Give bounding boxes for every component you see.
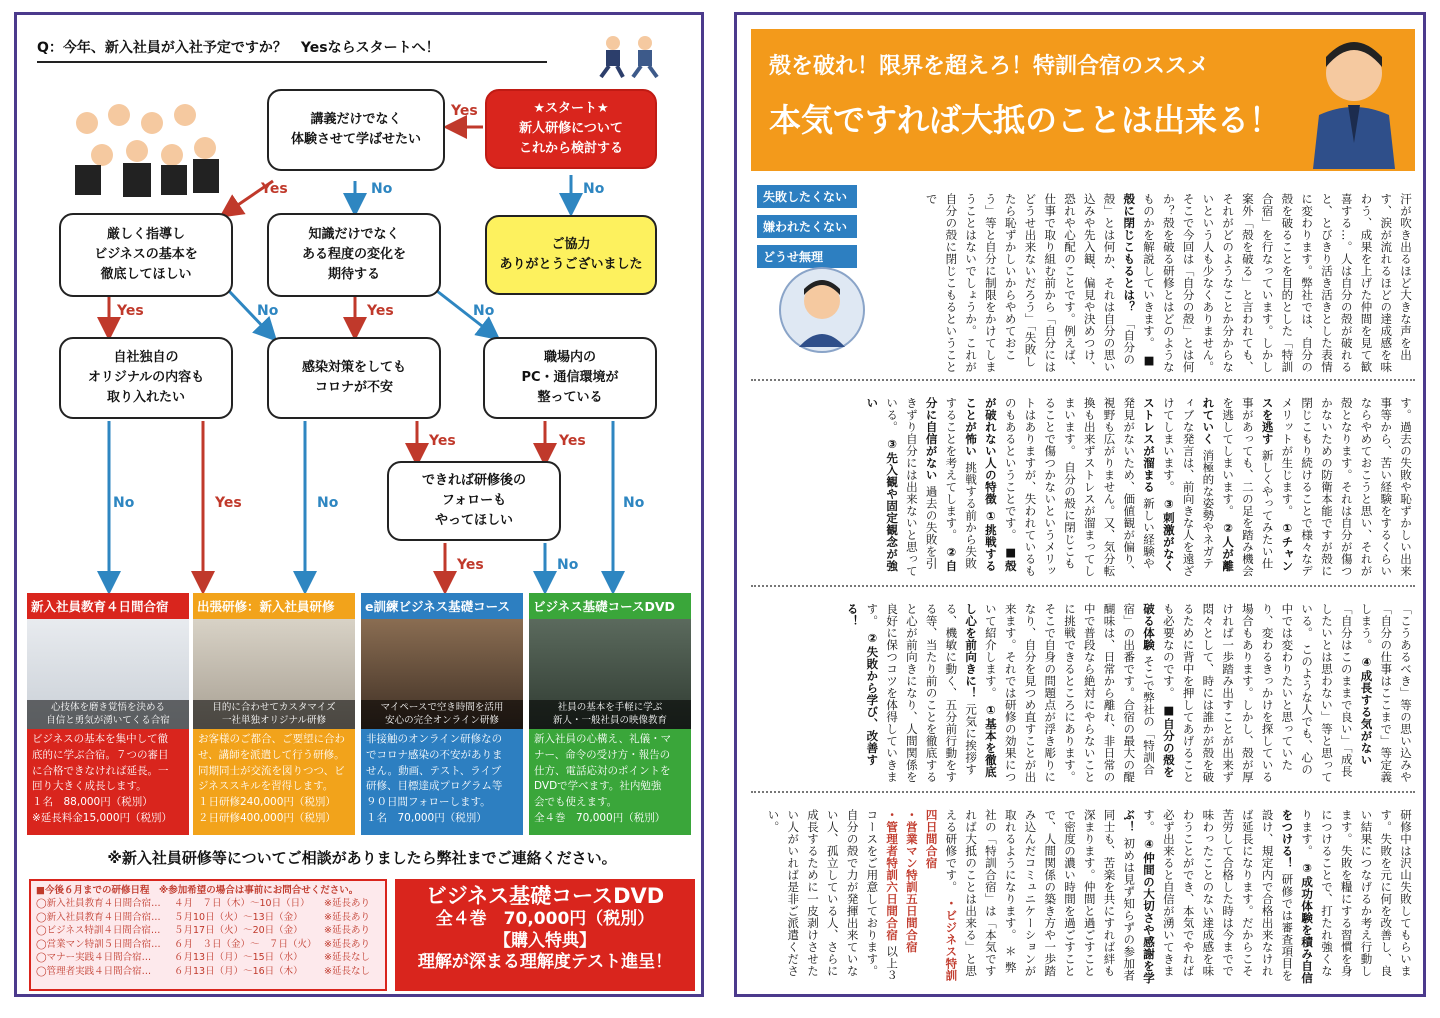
no-label: No: [583, 181, 605, 197]
article-text: 新しくやってみたい仕事があっても、二の足を踏み機会を逃してしまいます。: [1221, 397, 1275, 577]
product-description: お客様のご都合、ご要望に合わ せ、講師を派遣して行う研修。 同期同士が交流を図りつつ、ビ ジネススキルを習得します。 １日研修240,000円（税別） ２日研修400,000円（税別）: [198, 733, 345, 824]
article-heading: ■殻に閉じこもるとは？: [1122, 193, 1157, 368]
training-photo: [529, 619, 691, 729]
training-photo: [193, 619, 355, 729]
no-label: No: [557, 557, 579, 573]
no-label: No: [371, 181, 393, 197]
section-divider: [751, 379, 1415, 381]
article-text: す。過去の失敗や恥ずかしい出来事等から、苦い経験をするくらいならやめておこうと思い、それが殻となります。それは自分が傷つかないための防衛本能ですが殻に閉じこもり続けることで様々なデメリットが生じます。: [1280, 397, 1413, 577]
article-subheading: ①挑戦することが怖い: [964, 397, 998, 572]
article-text: 挑戦する前から失敗することを考えてします。: [944, 397, 979, 570]
worry-tag: どうせ無理: [757, 245, 857, 268]
article-text: 自分の殻に閉じこもることで傷つかないというメリットはありますが、失われているものもあるということです。: [1003, 397, 1077, 577]
section-divider: [751, 791, 1415, 793]
product-title: 出張研修：新入社員研修: [197, 599, 335, 614]
no-label: No: [257, 303, 279, 319]
photo-caption: 目的に合わせてカスタマイズ 一社単独オリジナル研修: [193, 700, 355, 729]
article-page: [734, 12, 1426, 997]
end-box: ご協力 ありがとうございました: [485, 215, 657, 295]
banner-subtitle: 殻を破れ！限界を超えろ！特訓合宿のススメ: [769, 54, 1210, 79]
schedule-row: ◯新入社員教育４日間合宿… ５月10日（火）〜13日（金） ※延長あり: [36, 911, 370, 923]
article-text: 汗が吹き出るほど大きな声を出す、涙が流れるほどの達成感を味わう、成果を上げた仲間を見て歓喜する…。人は自分の殻が破れると、とびきり活き活きとした表情に変わります。弊社では、自分の殻を破ることを目的とした「特訓合宿」を行なっています。しかし案外「殻を破る」と言われても、それがどのようなことか分からないという人も少なくありません。そこで今回は「自分の殻」とは何か？殻を破る研修とはどのようなものかを解説していきます。: [1142, 193, 1413, 373]
article-text: 「こうあるべき」等の思い込みや「自分の仕事はここまで」等定義しまう。: [1359, 603, 1413, 783]
banner-title: 本気ですれば大抵のことは出来る！: [769, 101, 1282, 139]
article-text: 元気に挨拶する、機敏に動く、五分前行動をする等、当たり前のことを徹底すると心が前向きになり、人間関係を良好に保つコツを体得していきます。: [865, 603, 979, 783]
article-text: 「自分はこのままで良い」「成長したいとは思わない」等と思っている。: [1300, 603, 1354, 783]
yes-label: Yes: [117, 303, 144, 319]
article-subheading: ④仲間の大切さや感謝を学ぶ！: [1122, 809, 1157, 984]
question-box-pc: 職場内の PC・通信環境が 整っている: [483, 337, 657, 419]
yes-label: Yes: [261, 181, 288, 197]
article-text: 研修では審査項目を設け、規定内で合格出来なければ延長になります。だからこそ苦労して合格した時は今までで味わったことのない達成感を味わうことができ、本気でやれば必ず出来ると自信が湧いてきます。: [1142, 809, 1295, 982]
dvd-gift: 理解が深まる理解度テスト進呈！: [417, 951, 673, 972]
schedule-row: ◯新入社員教育４日間合宿… ４月 ７日（木）〜10日（日） ※延長あり: [36, 898, 370, 910]
article-text: 研修中は沢山失敗してもらいます。失敗を元に何を改善し、良い結果につなげるか考え行動します。失敗を糧にする習慣を身につけることで、打たれ強くなります。: [1300, 809, 1413, 977]
question-box-original: 自社独自の オリジナルの内容も 取り入れたい: [59, 337, 233, 419]
training-photo: [27, 619, 189, 729]
yes-label: Yes: [367, 303, 394, 319]
yes-label: Yes: [215, 495, 242, 511]
product-card[interactable]: [529, 593, 691, 835]
product-card[interactable]: [193, 593, 355, 835]
schedule-row: ◯ビジネス特訓４日間合宿… ５月17日（火）〜20日（金） ※延長あり: [36, 925, 370, 937]
product-title: 新入社員教育４日間合宿: [31, 599, 169, 614]
schedule-header: ■今後６月までの研修日程 ※参加希望の場合は事前にお問合せください。: [36, 885, 359, 896]
article-text: 初めは見ず知らずの参加者同士も、苦楽を共にすれば絆も深まります。仲間と過ごすことで密度の濃い時間を過ごすことで、人間関係の築き方や一歩踏み込んだコミュニケーションが取れるようになります。: [1003, 809, 1137, 982]
product-description: 非接触のオンライン研修なの でコロナ感染の不安がありま せん。動画、テスト、ライブ 研修、目標達成プログラム等 ９０日間フォローします。 １名 70,000円（税別）: [366, 733, 503, 824]
worry-tag: 失敗したくない: [757, 185, 857, 208]
article-text: そこで弊社の「特訓合宿」の出番です。合宿の最大の醍醐味は、日常から離れ、非日常の中で普段なら絶対にやらないことに挑戦できるところにあります。そこで自身の問題点が浮き彫りになり、自分を見つめ直すことが出来ます。それでは研修の効果について紹介します。: [983, 603, 1157, 783]
schedule-row: ◯マナー実践４日間合宿… ６月13日（月）〜15日（水） ※延長なし: [36, 952, 370, 964]
article-column-4: [757, 809, 1415, 985]
contact-notice: ※新入社員研修等についてご相談がありましたら弊社までご連絡ください。: [107, 849, 617, 867]
product-description: 新入社員の心構え、礼儀・マ ナー、命令の受け方・報告の 仕方、電話応対のポイントを DVDで学べます。社内勉強 会でも使えます。 全４巻 70,000円（税別）: [534, 733, 672, 824]
question-heading: Q：今年、新入社員が入社予定ですか？ Yesならスタートへ！: [37, 37, 547, 63]
yes-label: Yes: [559, 433, 586, 449]
article-heading: ■自分の殻を破る体験: [1142, 603, 1176, 778]
article-subheading: ①チャンスを逃す: [1260, 397, 1295, 572]
article-subheading: ③先入観や固定観念が強い: [865, 397, 900, 572]
troubled-person-illustration: [777, 265, 867, 355]
product-description: ビジネスの基本を集中して徹 底的に学ぶ合宿。７つの審目 に合格できなければ延長。一 回り大きく成長します。 １名 88,000円（税別） ※延長料金15,000円（税別）: [32, 733, 173, 824]
product-card[interactable]: [27, 593, 189, 835]
schedule-row: ◯営業マン特訓５日間合宿… ６月 ３日（金）〜 ７日（火） ※延長あり: [36, 938, 370, 950]
yes-label: Yes: [451, 103, 478, 119]
dvd-price: 全４巻 70,000円（税別）: [435, 909, 655, 930]
article-subheading: ②人が離れていく: [1201, 397, 1236, 572]
flowchart-page: [14, 12, 704, 997]
schedule-row: ◯管理者実践４日間合宿… ６月13日（月）〜16日（木） ※延長なし: [36, 965, 370, 977]
photo-caption: 心技体を磨き覚悟を決める 自信と勇気が湧いてくる合宿: [27, 700, 189, 729]
section-divider: [751, 585, 1415, 587]
question-box-covid: 感染対策をしても コロナが不安: [267, 337, 441, 419]
no-label: No: [623, 495, 645, 511]
article-text: 過去の失敗を引きずり自分には出来ないと思っている。: [885, 397, 939, 577]
start-box: ★スタート★ 新人研修について これから検討する: [485, 89, 657, 169]
article-subheading: ③成功体験を積み自信をつける！: [1280, 809, 1315, 984]
training-photo: [361, 619, 523, 729]
article-subheading: ②失敗から学び、改善する！: [845, 603, 880, 766]
article-text: 消極的な姿勢やネガティブな発言は、前向きな人を遠ざけてしまいます。: [1161, 397, 1216, 577]
article-subheading: ③刺激がなくストレスが溜まる: [1142, 397, 1176, 572]
no-label: No: [113, 495, 135, 511]
course-list: ・ビジネス特訓四日間合宿 ・営業マン特訓五日間合宿 ・管理者特訓六日間合宿: [885, 809, 959, 982]
article-subheading: ④成長する気がない: [1359, 655, 1374, 766]
question-box-followup: できれば研修後の フォローも やってほしい: [387, 461, 561, 541]
article-banner: [751, 29, 1415, 171]
article-column-2: [757, 397, 1415, 579]
yes-label: Yes: [429, 433, 456, 449]
product-title: e訓練ビジネス基礎コース: [365, 599, 510, 614]
article-column-1: [879, 193, 1415, 373]
worry-tag: 嫌われたくない: [757, 215, 857, 238]
article-text: 以上３コースをご用意しております。自分の殻で力が発揮出来ていない人、孤立している人、さらに成長するために一皮剥けさせたい人がいれば是非ご派遣ください。: [766, 809, 900, 982]
dvd-title: ビジネス基礎コースDVD: [425, 884, 665, 908]
photo-caption: 社員の基本を手軽に学ぶ 新人・一般社員の映像教育: [529, 700, 691, 729]
article-subheading: ②自分に自信がない: [924, 397, 959, 572]
yes-label: Yes: [457, 557, 484, 573]
photo-caption: マイペースで空き時間を活用 安心の完全オンライン研修: [361, 700, 523, 729]
question-box-experience: 講義だけでなく 体験させて学ばせたい: [267, 89, 445, 171]
worry-tags: [757, 185, 857, 275]
product-card[interactable]: [361, 593, 523, 835]
product-title: ビジネス基礎コースDVD: [533, 599, 675, 614]
dvd-promo-box[interactable]: [395, 879, 695, 991]
asterisk-separator: ＊: [1003, 945, 1018, 958]
article-text: 新しい経験や発見がないため、価値観が偏り、視野も広がりません。又、気分転換も出来ずストレスが溜まってしまいます。: [1062, 397, 1157, 577]
article-column-3: [757, 603, 1415, 785]
determined-businessman-illustration: [1299, 33, 1409, 169]
article-text: 弊社の「特訓合宿」は「本気ですれば大抵のことは出来る」と思える研修です。: [944, 809, 1018, 977]
question-box-strict: 厳しく指導し ビジネスの基本を 徹底してほしい: [59, 213, 233, 297]
dvd-bonus: 【購入特典】: [494, 930, 596, 951]
schedule-box: [29, 879, 387, 991]
no-label: No: [473, 303, 495, 319]
no-label: No: [317, 495, 339, 511]
article-heading: ■殻が破れない人の特徴: [983, 397, 1018, 572]
article-text: 「自分の殻」とは何か、それは自分の思い込みや先入観、偏見や決めつけ、恐れや心配のことです。例えば、仕事で取り組む前から「自分にはどうせ出来ないだろう」「失敗したら恥ずかしいからやめておこう」等と自分に制限をかけてしまうことはないでしょうか。これが自分の殻に閉じこもるということで: [924, 193, 1137, 373]
article-subheading: ①基本を徹底し心を前向きに！: [964, 603, 998, 778]
question-box-change: 知識だけでなく ある程度の変化を 期待する: [267, 213, 441, 297]
article-text: このような人でも、心の中では変わりたいと思っていたり、変わるきっかけを探している場合もあります。しかし、殻が厚ければ一歩踏み出すことが出来ず悶々として、時には誰かが殻を破るために背中を押してあげることも必要なのです。: [1161, 603, 1315, 783]
